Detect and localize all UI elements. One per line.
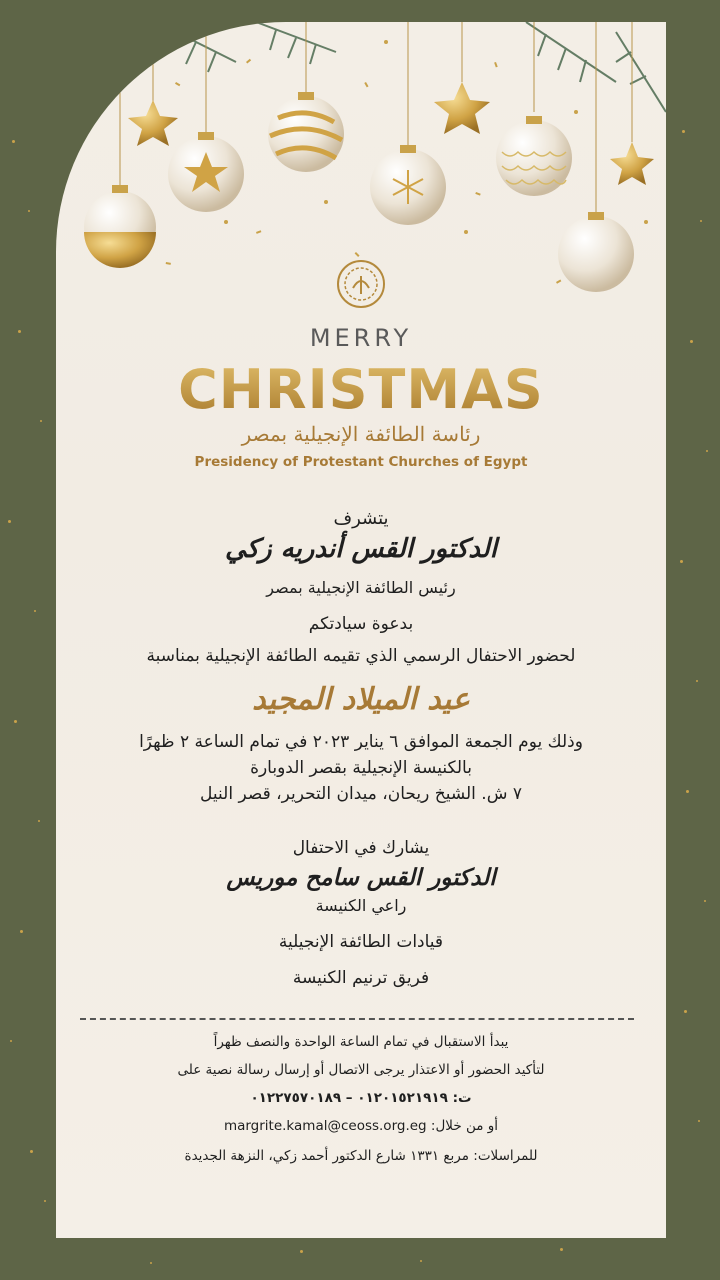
christmas-title: CHRISTMAS bbox=[56, 358, 666, 421]
presidency-arabic: رئاسة الطائفة الإنجيلية بمصر bbox=[241, 422, 481, 446]
pastor-title: راعي الكنيسة bbox=[315, 896, 407, 915]
pastor-name: الدكتور القس سامح موريس bbox=[226, 864, 496, 891]
address-line: ٧ ش. الشيخ ريحان، ميدان التحرير، قصر النيل bbox=[200, 784, 522, 804]
church-logo-icon bbox=[335, 258, 387, 310]
date-line: وذلك يوم الجمعة الموافق ٦ يناير ٢٠٢٣ في تمام الساعة ٢ ظهرًا bbox=[139, 732, 583, 752]
venue-line: بالكنيسة الإنجيلية بقصر الدوبارة bbox=[250, 758, 472, 778]
choir-text: فريق ترنيم الكنيسة bbox=[292, 968, 430, 988]
invitation-card bbox=[56, 22, 666, 1238]
purpose-text: لحضور الاحتفال الرسمي الذي تقيمه الطائفة الإنجيلية بمناسبة bbox=[146, 646, 576, 666]
email-line bbox=[56, 1118, 666, 1134]
host-title: رئيس الطائفة الإنجيلية بمصر bbox=[266, 578, 456, 597]
phone-numbers: ت: ٠١٢٠١٥٢١٩١٩ – ٠١٢٢٧٥٧٠١٨٩ bbox=[250, 1090, 472, 1106]
occasion-title: عيد الميلاد المجيد bbox=[252, 682, 470, 717]
email-link[interactable]: margrite.kamal@ceoss.org.eg bbox=[223, 1118, 427, 1134]
leaders-text: قيادات الطائفة الإنجيلية bbox=[278, 932, 444, 952]
honored-text: يتشرف bbox=[333, 508, 389, 529]
rsvp-text: لتأكيد الحضور أو الاعتذار يرجى الاتصال أو إرسال رسالة نصية على bbox=[177, 1062, 545, 1078]
merry-text: MERRY bbox=[309, 324, 413, 352]
dashed-divider bbox=[80, 1018, 634, 1020]
invites-text: بدعوة سيادتكم bbox=[308, 614, 414, 634]
email-label: أو من خلال: bbox=[430, 1118, 499, 1134]
presidency-english: Presidency of Protestant Churches of Egypt bbox=[194, 454, 528, 470]
mail-address: للمراسلات: مربع ١٣٣١ شارع الدكتور أحمد زكي، النزهة الجديدة bbox=[184, 1148, 538, 1164]
host-name: الدكتور القس أندريه زكي bbox=[224, 534, 498, 564]
participants-heading: يشارك في الاحتفال bbox=[292, 838, 430, 858]
reception-text: يبدأ الاستقبال في تمام الساعة الواحدة والنصف ظهراً bbox=[213, 1034, 509, 1050]
